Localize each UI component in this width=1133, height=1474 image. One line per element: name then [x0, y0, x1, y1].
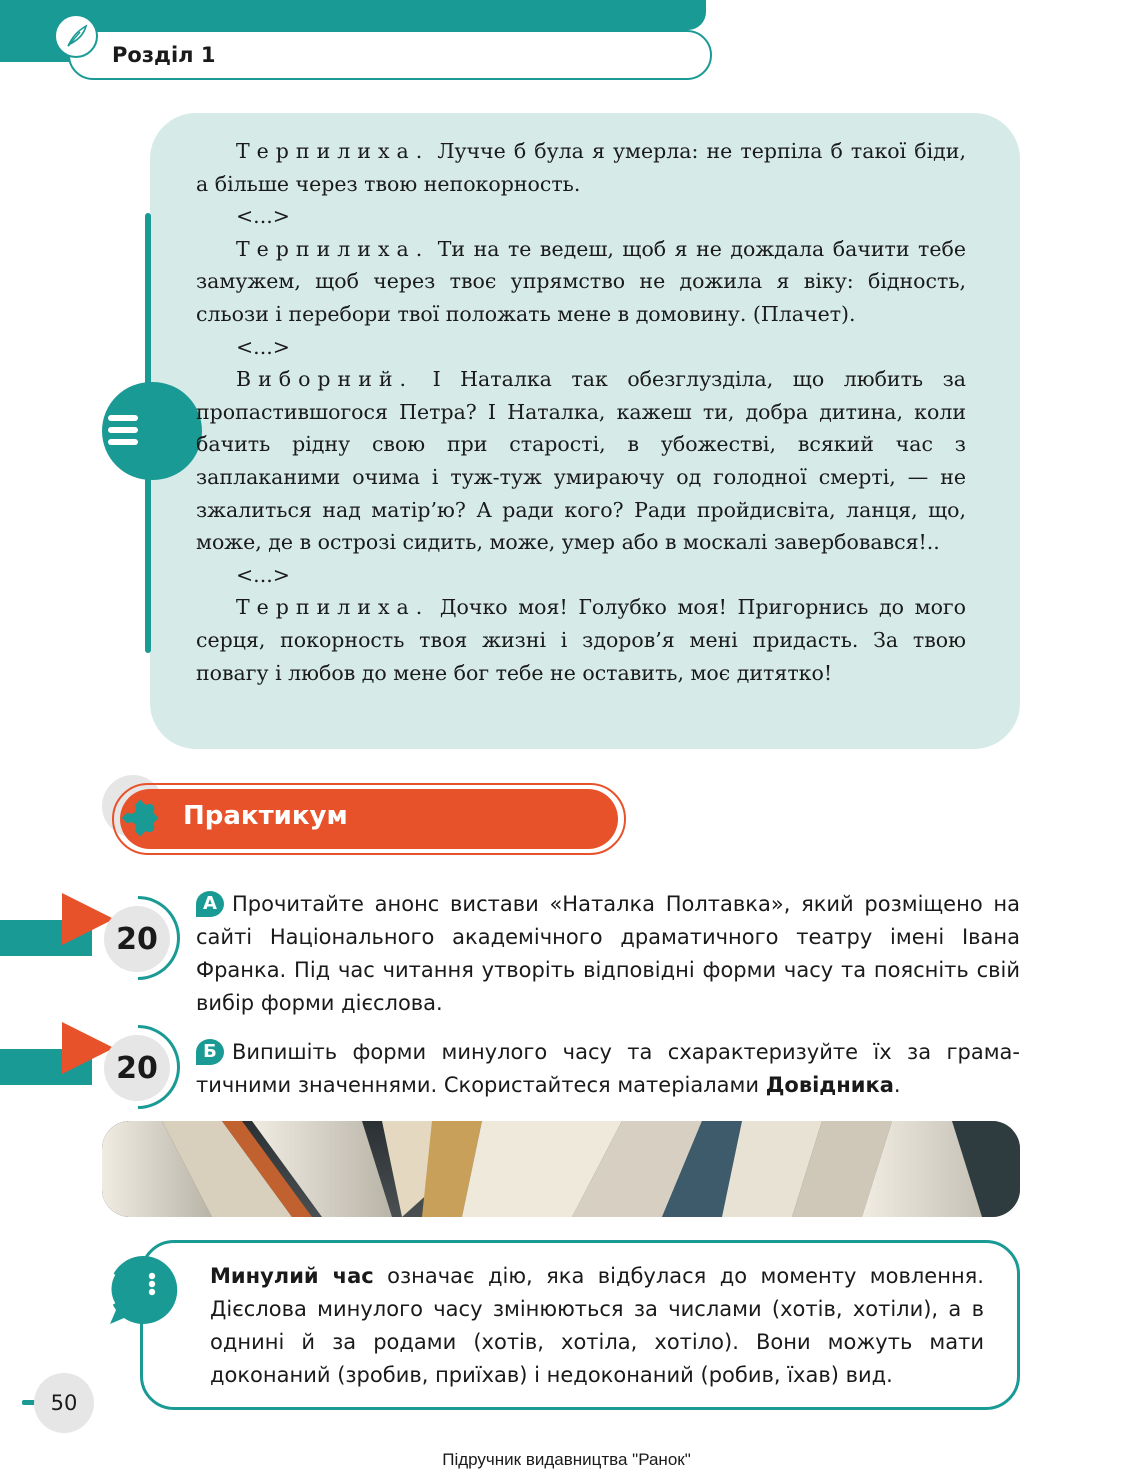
quote-paragraph: [196, 591, 966, 689]
info-bubble-icon: [102, 1252, 182, 1328]
task-number: 20: [104, 906, 170, 972]
speaker-name: Терпилиха.: [236, 139, 430, 163]
task-badge: Б: [196, 1039, 224, 1065]
section-title: Розділ 1: [112, 43, 216, 67]
puzzle-icon: [118, 793, 168, 843]
quote-line: І Наталка так обезглузділа, що любить за пропастившогося Петра? І Наталка, кажеш ти, добра дитина, коли бачить рідну свою при старості, в убожестві, всякий час з заплаканими очима і туж-туж умираючу од голодної смерті, — не зжалиться над матір’ю? А ради кого? Ради пройдисвіта, ланця, що, може, де в острозі сидить, може, умер або в москалі завербовався!..: [196, 367, 966, 555]
quote-line: Ти на те ведеш, щоб я не дождала бачити тебе замужем, щоб через твоє упрямство не дожила я віку: бідность, сльози і перебори твої положать мене в домовину. (Плачет).: [196, 236, 966, 326]
text-lines-icon: [108, 400, 154, 460]
speaker-name: Виборний.: [236, 367, 414, 392]
footer-publisher: Підручник видавництва "Ранок": [442, 1450, 691, 1469]
rule-term: Минулий час: [210, 1264, 374, 1288]
rule-definition: означає дію, яка відбулася до моменту мовлення. Дієслова минулого часу змінюються за числами (хотів, хотіли), а в однині й за родами (хотів, хотіла, хотіло). Вони можуть мати доконаний (зробив, приїхав) і недоконаний (робив, їхав) вид.: [210, 1264, 984, 1387]
quote-paragraph: [196, 233, 966, 331]
rule-text: [210, 1260, 984, 1392]
books-photo: [102, 1121, 1020, 1217]
quote-line: Дочко моя! Голубко моя! Пригорнись до мого серця, покорность твоя жизні і здоров’я мені придасть. За твою повагу і любов до мене бог тебе не оставить, моє дитятко!: [196, 595, 966, 685]
task-end: .: [893, 1073, 901, 1097]
task-instruction: Прочитайте анонс вистави «Наталка Полтавка», який розміщено на сайті Національного академічного драматичного театру імені Івана Франка. Під час читання утворіть відповідні форми часу та поясніть свій вибір форми дієслова.: [196, 892, 1020, 1015]
quote-separator: <...>: [236, 334, 290, 359]
task-instruction: Випишіть форми минулого часу та схарактеризуйте їх за граматичними значеннями. Скористайтеся матеріалами: [196, 1040, 1020, 1097]
task-bold-ref: Довідника: [765, 1073, 894, 1097]
page-number: 50: [34, 1373, 94, 1433]
task-b-text: [196, 1036, 1020, 1102]
quote-paragraph: [196, 135, 966, 200]
quote-line: Лучче б була я умерла: не терпіла б такої біди, а більше через твою непокорность.: [196, 139, 966, 196]
practicum-title: Практикум: [183, 801, 348, 831]
quote-separator: <...>: [236, 204, 290, 229]
task-a-text: [196, 888, 1020, 1020]
task-badge: А: [196, 891, 224, 917]
quote-text: [196, 135, 966, 689]
speaker-name: Терпилиха.: [236, 236, 430, 261]
task-number: 20: [104, 1035, 170, 1101]
speaker-name: Терпилиха.: [236, 595, 430, 620]
quote-paragraph: [196, 363, 966, 559]
quote-separator: <...>: [236, 562, 290, 587]
header-band: [0, 0, 706, 30]
feather-logo-icon: [54, 14, 98, 58]
